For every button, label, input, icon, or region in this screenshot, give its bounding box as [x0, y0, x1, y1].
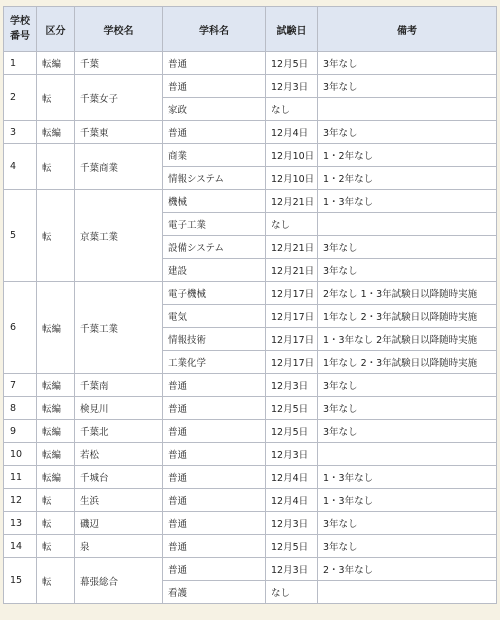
table-row [4, 190, 497, 213]
kubun-cell: 転編 [37, 374, 75, 397]
school-name-cell: 千城台 [75, 466, 163, 489]
exam-date-cell: 12月17日 [266, 351, 318, 374]
table-row [4, 397, 497, 420]
department-cell: 普通 [163, 420, 266, 443]
note-cell: 3年なし [318, 420, 497, 443]
school-name-cell: 千葉北 [75, 420, 163, 443]
header-school-number-line1: 学校 [10, 16, 30, 27]
transfer-exam-table-container [3, 6, 496, 604]
note-cell: 3年なし [318, 52, 497, 75]
table-row [4, 535, 497, 558]
department-cell: 普通 [163, 75, 266, 98]
kubun-cell: 転編 [37, 282, 75, 374]
exam-date-cell: 12月5日 [266, 397, 318, 420]
school-number-cell: 5 [4, 190, 37, 282]
school-name-cell: 千葉 [75, 52, 163, 75]
note-cell: 3年なし [318, 236, 497, 259]
school-number-cell: 7 [4, 374, 37, 397]
exam-date-cell: 12月10日 [266, 167, 318, 190]
school-number-cell: 1 [4, 52, 37, 75]
exam-date-cell: 12月3日 [266, 443, 318, 466]
table-row [4, 420, 497, 443]
note-cell: 3年なし [318, 535, 497, 558]
department-cell: 電気 [163, 305, 266, 328]
table-row [4, 374, 497, 397]
kubun-cell: 転 [37, 75, 75, 121]
header-department: 学科名 [163, 7, 266, 52]
kubun-cell: 転 [37, 489, 75, 512]
note-cell: 2年なし 1・3年試験日以降随時実施 [318, 282, 497, 305]
exam-date-cell: 12月3日 [266, 75, 318, 98]
note-cell: 3年なし [318, 512, 497, 535]
school-number-cell: 13 [4, 512, 37, 535]
school-name-cell: 千葉商業 [75, 144, 163, 190]
school-number-cell: 2 [4, 75, 37, 121]
exam-date-cell: 12月5日 [266, 420, 318, 443]
school-number-cell: 9 [4, 420, 37, 443]
school-name-cell: 泉 [75, 535, 163, 558]
exam-date-cell: 12月5日 [266, 535, 318, 558]
exam-date-cell: 12月3日 [266, 512, 318, 535]
header-kubun: 区分 [37, 7, 75, 52]
transfer-exam-table [3, 6, 497, 604]
note-cell: 1年なし 2・3年試験日以降随時実施 [318, 351, 497, 374]
header-row [4, 7, 497, 52]
school-name-cell: 京葉工業 [75, 190, 163, 282]
school-number-cell: 3 [4, 121, 37, 144]
table-row [4, 512, 497, 535]
kubun-cell: 転 [37, 558, 75, 604]
exam-date-cell: 12月3日 [266, 374, 318, 397]
kubun-cell: 転編 [37, 420, 75, 443]
department-cell: 設備システム [163, 236, 266, 259]
school-number-cell: 11 [4, 466, 37, 489]
note-cell: 3年なし [318, 259, 497, 282]
department-cell: 普通 [163, 558, 266, 581]
school-name-cell: 千葉南 [75, 374, 163, 397]
exam-date-cell: 12月21日 [266, 190, 318, 213]
table-body [4, 52, 497, 604]
table-row [4, 121, 497, 144]
note-cell [318, 581, 497, 604]
table-row [4, 489, 497, 512]
kubun-cell: 転 [37, 144, 75, 190]
department-cell: 普通 [163, 512, 266, 535]
exam-date-cell: 12月17日 [266, 305, 318, 328]
table-row [4, 52, 497, 75]
exam-date-cell: なし [266, 98, 318, 121]
exam-date-cell: 12月4日 [266, 466, 318, 489]
department-cell: 電子工業 [163, 213, 266, 236]
school-number-cell: 6 [4, 282, 37, 374]
kubun-cell: 転編 [37, 397, 75, 420]
exam-date-cell: 12月4日 [266, 121, 318, 144]
department-cell: 普通 [163, 443, 266, 466]
kubun-cell: 転編 [37, 443, 75, 466]
exam-date-cell: 12月4日 [266, 489, 318, 512]
header-school-number [4, 7, 37, 52]
note-cell [318, 98, 497, 121]
exam-date-cell: 12月5日 [266, 52, 318, 75]
table-row [4, 443, 497, 466]
exam-date-cell: 12月17日 [266, 328, 318, 351]
department-cell: 商業 [163, 144, 266, 167]
note-cell: 1年なし 2・3年試験日以降随時実施 [318, 305, 497, 328]
header-note: 備考 [318, 7, 497, 52]
department-cell: 普通 [163, 489, 266, 512]
kubun-cell: 転 [37, 190, 75, 282]
department-cell: 普通 [163, 52, 266, 75]
exam-date-cell: なし [266, 581, 318, 604]
table-row [4, 466, 497, 489]
header-school-number-line2: 番号 [10, 31, 30, 42]
kubun-cell: 転 [37, 512, 75, 535]
exam-date-cell: 12月3日 [266, 558, 318, 581]
department-cell: 普通 [163, 397, 266, 420]
table-row [4, 558, 497, 581]
note-cell: 3年なし [318, 397, 497, 420]
school-name-cell: 千葉女子 [75, 75, 163, 121]
note-cell: 1・3年なし [318, 466, 497, 489]
kubun-cell: 転編 [37, 52, 75, 75]
exam-date-cell: なし [266, 213, 318, 236]
department-cell: 普通 [163, 374, 266, 397]
department-cell: 建設 [163, 259, 266, 282]
department-cell: 電子機械 [163, 282, 266, 305]
department-cell: 機械 [163, 190, 266, 213]
department-cell: 普通 [163, 466, 266, 489]
department-cell: 家政 [163, 98, 266, 121]
exam-date-cell: 12月21日 [266, 259, 318, 282]
school-number-cell: 8 [4, 397, 37, 420]
table-header [4, 7, 497, 52]
school-number-cell: 14 [4, 535, 37, 558]
note-cell: 3年なし [318, 121, 497, 144]
department-cell: 情報技術 [163, 328, 266, 351]
header-school-name: 学校名 [75, 7, 163, 52]
department-cell: 工業化学 [163, 351, 266, 374]
kubun-cell: 転編 [37, 121, 75, 144]
school-number-cell: 15 [4, 558, 37, 604]
department-cell: 普通 [163, 535, 266, 558]
header-exam-date: 試験日 [266, 7, 318, 52]
note-cell: 3年なし [318, 374, 497, 397]
note-cell: 1・3年なし [318, 489, 497, 512]
department-cell: 普通 [163, 121, 266, 144]
note-cell: 1・3年なし 2年試験日以降随時実施 [318, 328, 497, 351]
school-name-cell: 磯辺 [75, 512, 163, 535]
table-row [4, 144, 497, 167]
school-number-cell: 4 [4, 144, 37, 190]
department-cell: 看護 [163, 581, 266, 604]
school-number-cell: 10 [4, 443, 37, 466]
school-name-cell: 千葉東 [75, 121, 163, 144]
table-row [4, 282, 497, 305]
note-cell: 1・2年なし [318, 167, 497, 190]
exam-date-cell: 12月17日 [266, 282, 318, 305]
kubun-cell: 転 [37, 535, 75, 558]
department-cell: 情報システム [163, 167, 266, 190]
note-cell [318, 443, 497, 466]
school-name-cell: 生浜 [75, 489, 163, 512]
school-number-cell: 12 [4, 489, 37, 512]
note-cell: 1・2年なし [318, 144, 497, 167]
school-name-cell: 幕張総合 [75, 558, 163, 604]
exam-date-cell: 12月10日 [266, 144, 318, 167]
table-row [4, 75, 497, 98]
note-cell: 3年なし [318, 75, 497, 98]
note-cell: 1・3年なし [318, 190, 497, 213]
kubun-cell: 転編 [37, 466, 75, 489]
school-name-cell: 検見川 [75, 397, 163, 420]
note-cell: 2・3年なし [318, 558, 497, 581]
school-name-cell: 若松 [75, 443, 163, 466]
note-cell [318, 213, 497, 236]
school-name-cell: 千葉工業 [75, 282, 163, 374]
exam-date-cell: 12月21日 [266, 236, 318, 259]
